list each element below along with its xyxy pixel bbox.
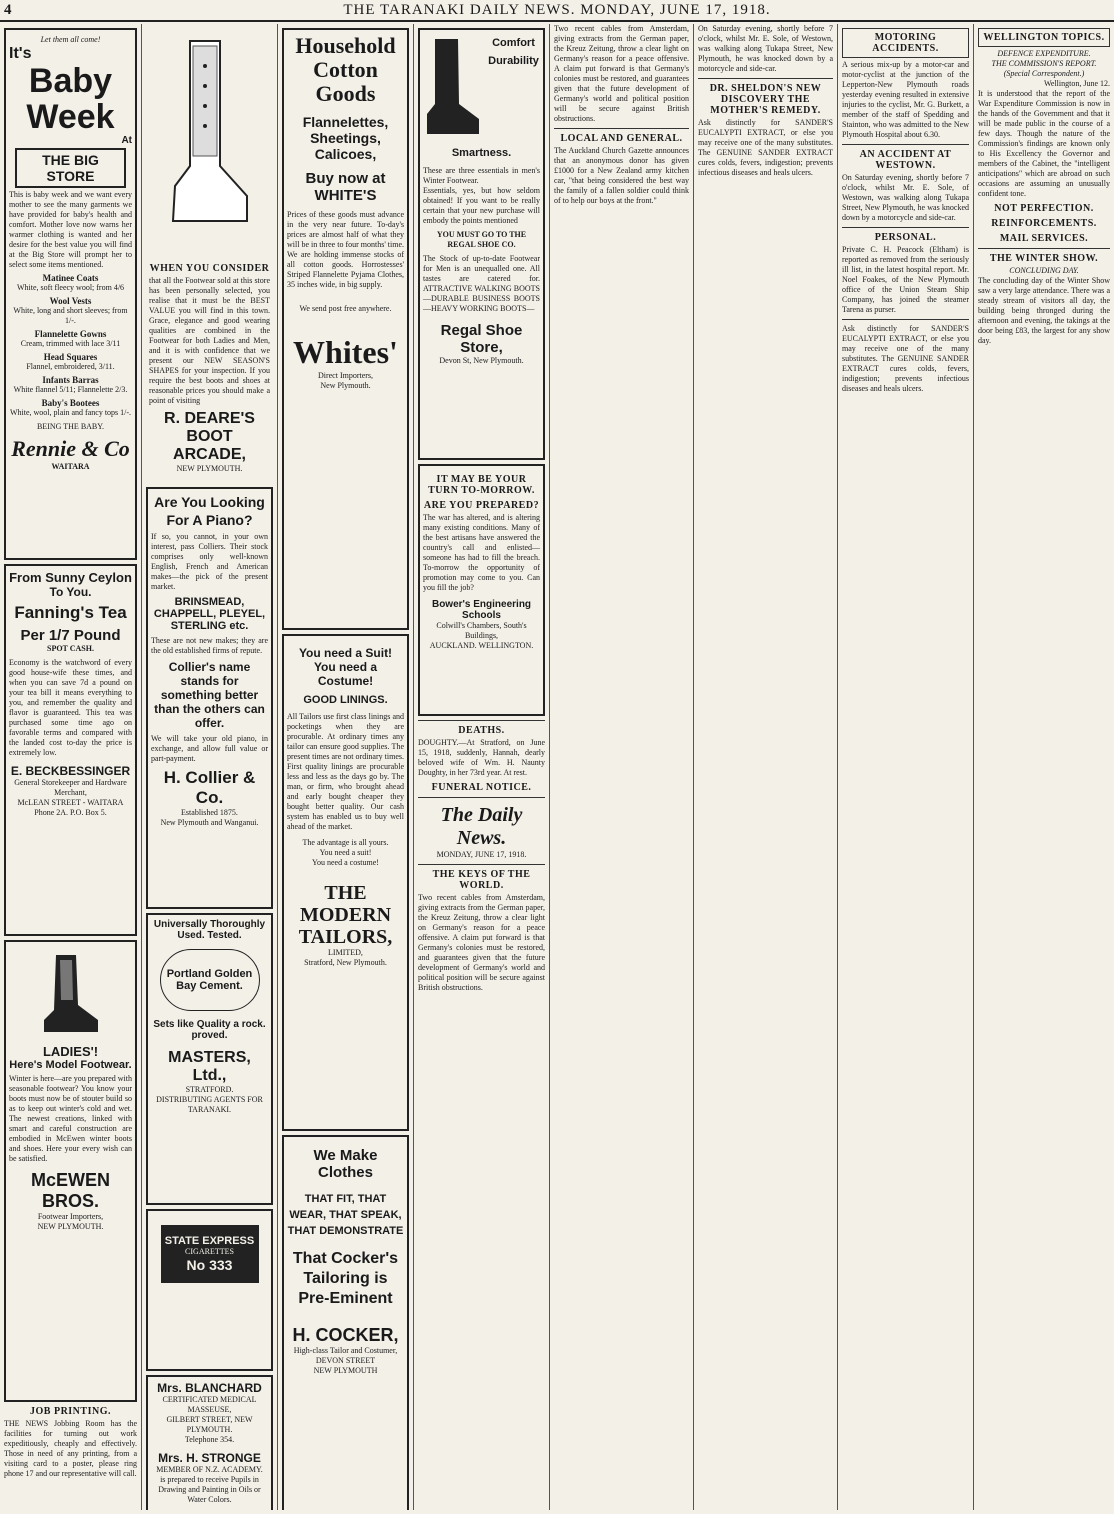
printing-body: THE NEWS Jobbing Room has the facilities for turning out work expeditiously, cheaply and effectively. Those in need of any printing, from a visiting card to a poster, please ring phone 17 and our representative will call.	[4, 1419, 137, 1478]
wellington-date: Wellington, June 12.	[1043, 79, 1110, 88]
item-title: Baby's Bootees	[41, 398, 100, 408]
ad-body: We will take your old piano, in exchange, and allow full value or part-payment.	[151, 734, 268, 763]
deare-boot-arcade-ad	[146, 255, 273, 483]
ad-line: DISTRIBUTING AGENTS FOR TARANAKI.	[156, 1095, 263, 1114]
ad-line: LIMITED,	[328, 948, 363, 957]
ad-line: Here's Model Footwear.	[9, 1059, 132, 1071]
ad-line: GILBERT STREET, NEW PLYMOUTH.	[166, 1415, 253, 1434]
ad-body: All Tailors use first class linings and pocketings when they are procurable. At ordinary times any tailor can ensure good supplies. The present times are not ordinary times. First quality linings are procurable less and less as the days go by. The man, or firm, who brought ahead and early bought cheaper they bought better quality. Our cash system has enabled us to buy well ahead of the market.	[287, 712, 404, 831]
ladies-boot-icon	[165, 36, 255, 236]
collier-piano-ad	[146, 487, 273, 909]
ad-line: Flannelettes, Sheetings, Calicoes,	[302, 114, 389, 162]
ad-headline: We Make Clothes	[313, 1147, 378, 1181]
ad-line: CERTIFICATED MEDICAL MASSEUSE,	[162, 1395, 257, 1414]
editorial-body: Two recent cables from Amsterdam, giving extracts from the German paper, the Kreuz Zeitung, throw a clear light on Germany's reason for a peace offensive. A claim put forward is that Germany's colonies must be restored, and guarantees given that the future development of Germany's world and political position will be secure against British obstructions.	[418, 893, 545, 992]
item-price: White, soft fleecy wool; from 4/6	[16, 283, 125, 292]
ad-name: McEWEN BROS.	[30, 1170, 110, 1211]
ad-line: Footwear Importers,	[37, 1212, 104, 1221]
ad-line: New Plymouth.	[320, 381, 371, 390]
winter-show-heading: THE WINTER SHOW.	[989, 253, 1099, 264]
ad-line: NEW PLYMOUTH	[313, 1366, 378, 1375]
perfection-heading: NOT PERFECTION.	[994, 203, 1094, 214]
personal-body: Private C. H. Peacock (Eltham) is reported as removed from the seriously ill list, in the latest hospital report. Mr. Noel Foakes, of the New Plymouth office of the Union Steam Ship Company, has joined the steamer Tarena as purser.	[842, 245, 969, 314]
ad-headline: WHEN YOU CONSIDER	[149, 263, 270, 274]
ad-headline: LADIES'!	[42, 1044, 99, 1059]
column-6	[694, 24, 838, 1510]
wellington-sub: DEFENCE EXPENDITURE.	[997, 49, 1091, 58]
ad-line: NEW PLYMOUTH.	[176, 464, 243, 473]
store-name: THE BIG STORE	[15, 148, 126, 188]
ad-line: It's	[9, 45, 32, 62]
wellington-body: It is understood that the report of the War Expenditure Commission is now in the hands of the Government and that it will be made public in the course of a few days. Though the nature of the Commission's findings are known only to His Excellency the Governor and members of the Cabinet, the "intelligent anticipations" which are abroad on such occasions are assuming an unusually confident tone.	[978, 89, 1110, 198]
blanchard-ad	[146, 1375, 273, 1510]
ladies-footwear-ad	[4, 940, 137, 1402]
ad-line: GOOD LININGS.	[303, 694, 388, 706]
ad-headline: That Cocker's Tailoring is Pre-Eminent	[292, 1250, 399, 1307]
item-title: Wool Vests	[49, 296, 92, 306]
brand-logo: Rennie & Co	[11, 436, 130, 461]
ad-line: SPOT CASH.	[47, 644, 94, 653]
column-7	[838, 24, 974, 1510]
motoring-body: A serious mix-up by a motor-car and motor-cyclist at the junction of the Lepperton-New Plymouth roads yesterday evening resulted in extensive injuries to the cyclist, Mr. G. Burkett, a member of the staff of Spedding and Stainton, who was admitted to the New Plymouth Hospital about 6.30.	[842, 60, 969, 139]
ad-line: The advantage is all yours.	[302, 838, 389, 847]
wellington-sub: THE COMMISSION'S REPORT.	[991, 59, 1097, 68]
ad-line: We send post free anywhere.	[299, 304, 392, 313]
ad-line: THAT FIT, THAT WEAR, THAT SPEAK, THAT DEMONSTRATE	[287, 1193, 404, 1237]
ad-price: Per 1/7 Pound	[20, 627, 121, 644]
ad-name: E. BECKBESSINGER	[10, 764, 131, 778]
ad-line: Stratford, New Plymouth.	[304, 958, 387, 967]
motoring-heading: MOTORING ACCIDENTS.	[842, 28, 969, 58]
column-5	[550, 24, 694, 1510]
ad-body: The Stock of up-to-date Footwear for Men is an unequalled one. All tastes are catered for. ATTRACTIVE WALKING BOOTS—DURABLE BUSINESS BOOTS—HEAVY WORKING BOOTS—	[423, 254, 540, 313]
ad-name: Mrs. H. STRONGE	[158, 1451, 261, 1465]
cigarette-number: No 333	[186, 1257, 233, 1273]
ad-name: H. COCKER,	[292, 1325, 399, 1345]
item-price: White, long and short sleeves; from 1/-.	[13, 306, 128, 325]
ad-headline: Buy now at WHITE'S	[305, 170, 386, 204]
ad-line: You need a costume!	[312, 858, 379, 867]
ad-headline: Baby	[28, 62, 113, 100]
ad-line: Direct Importers,	[317, 371, 374, 380]
column-4	[414, 24, 550, 1510]
ad-name: H. Collier & Co.	[163, 768, 256, 807]
ad-body: If so, you cannot, in your own interest, pass Colliers. Their stock comprises only well-known English, French and American makes—the pick of the present market.	[151, 532, 268, 591]
westown-heading: AN ACCIDENT AT WESTOWN.	[859, 149, 952, 171]
ad-line: NEW PLYMOUTH.	[37, 1222, 104, 1231]
wellington-sub: (Special Correspondent.)	[1003, 69, 1085, 78]
cocker-tailor-ad	[282, 1135, 409, 1510]
ad-line: Telephone 354.	[184, 1435, 235, 1444]
ad-line: To You.	[49, 585, 92, 599]
paper-nameplate: The Daily News.	[440, 804, 523, 849]
ad-body: The war has altered, and is altering many existing conditions. Many of the best artisans have answered the country's call and enlisted—someone has had to fill the breach. To-morrow the opportunity of promotion may come to you. Can you fill the job?	[423, 513, 540, 592]
ad-line: MEMBER OF N.Z. ACADEMY.	[156, 1465, 263, 1474]
cigarette-sub: CIGARETTES	[185, 1247, 234, 1256]
item-price: White, wool, plain and fancy tops 1/-.	[9, 408, 132, 417]
item-title: Infants Barras	[42, 375, 99, 385]
state-express-ad	[146, 1209, 273, 1371]
masthead-title: THE TARANAKI DAILY NEWS. MONDAY, JUNE 17, 1918.	[343, 2, 771, 18]
deaths-heading: DEATHS.	[458, 725, 505, 736]
ad-headline: Are You Looking For A Piano?	[154, 494, 265, 528]
ad-headline: Fanning's Tea	[14, 603, 127, 622]
column-3	[278, 24, 414, 1510]
ad-headline: IT MAY BE YOUR TURN TO-MORROW.	[428, 474, 535, 496]
news-body: On Saturday evening, shortly before 7 o'clock, whilst Mr. E. Sole, of Westown, was walking along Tukapa Street, New Plymouth, he was knocked down by a motorcycle and side-car.	[698, 24, 833, 73]
ad-line: Sets like Quality a rock. proved.	[153, 1019, 266, 1041]
cement-seal: Portland Golden Bay Cement.	[160, 949, 260, 1011]
ad-headline: From Sunny Ceylon	[9, 570, 132, 585]
brand-place: WAITARA	[51, 462, 90, 471]
ad-body: Essentials, yes, but how seldom obtained! If you want to be really certain that your new purchase will embody the points mentioned	[423, 186, 540, 225]
ad-headline: ARE YOU PREPARED?	[423, 500, 540, 511]
sanders-extract: Ask distinctly for SANDER'S EUCALYPTI EXTRACT, or else you may receive one of the many substitutes. The GENUINE SANDER EXTRACT cures colds, fevers, indigestion; prevents infectious diseases and heals ulcers.	[842, 324, 969, 393]
paper-date: MONDAY, JUNE 17, 1918.	[436, 850, 527, 859]
winter-show-body: The concluding day of the Winter Show saw a very large attendance. There was a steady stream of visitors all day, the building being thronged during the afternoon and evening, the takings at the door being £83, the largest for any show day.	[978, 276, 1110, 345]
mail-heading: MAIL SERVICES.	[999, 233, 1089, 244]
cigarette-brand: STATE EXPRESS	[164, 1235, 255, 1247]
winter-show-sub: CONCLUDING DAY.	[1009, 266, 1079, 275]
mens-boot-icon	[423, 34, 483, 144]
whites-ad	[282, 28, 409, 630]
printing-heading: JOB PRINTING.	[30, 1406, 111, 1417]
ad-line: High-class Tailor and Costumer,	[293, 1346, 398, 1355]
ad-line: General Storekeeper and Hardware Merchant,	[14, 778, 127, 797]
ad-headline: Collier's name stands for something better than the others can offer.	[154, 660, 265, 730]
ad-line: Universally Thoroughly Used. Tested.	[153, 919, 266, 941]
sanders-ad: Ask distinctly for SANDER'S EUCALYPTI EXTRACT, or else you may receive one of the many substitutes. The GENUINE SANDER EXTRACT cures colds, fevers, indigestion; prevents infectious diseases and heals ulcers.	[698, 118, 833, 177]
bower-engineering-ad	[418, 464, 545, 716]
ad-footer: BEING THE BABY.	[36, 422, 105, 431]
editorial-heading: THE KEYS OF THE WORLD.	[432, 869, 531, 891]
modern-tailors-ad	[282, 634, 409, 1131]
page-number: 4	[4, 2, 12, 18]
deaths-notice: DOUGHTY.—At Stratford, on June 15, 1918, suddenly, Hannah, dearly beloved wife of Wm. H. Naunty Doughty, in her 73rd year. At rest.	[418, 738, 545, 777]
regal-shoe-ad	[418, 28, 545, 460]
ad-line: DEVON STREET	[315, 1356, 376, 1365]
column-1	[0, 24, 142, 1510]
ad-line: At	[121, 135, 132, 146]
ad-tag: Let them all come!	[40, 35, 101, 44]
ad-line: Established 1875.	[181, 808, 238, 817]
cement-ad	[146, 913, 273, 1205]
sheldon-heading: DR. SHELDON'S NEW DISCOVERY THE MOTHER'S REMEDY.	[709, 83, 822, 116]
ad-headline: Week	[26, 98, 115, 136]
item-price: Cream, trimmed with lace 3/11	[20, 339, 121, 348]
ad-line: McLEAN STREET - WAITARA	[17, 798, 124, 807]
ad-line: STRATFORD.	[185, 1085, 234, 1094]
ad-headline: You need a Suit!	[298, 646, 393, 660]
ad-body: Prices of these goods must advance in the very near future. To-day's prices are almost half of what they will be in three to four months' time. We are holding immense stocks of all cotton goods. Horrostesses' Striped Flannelette Pyjama Clothes, 35 inches wide, in big supply.	[287, 210, 404, 289]
westown-body: On Saturday evening, shortly before 7 o'clock, whilst Mr. E. Sole, of Westown, was walking along Tukapa Street, New Plymouth, he was knocked down by a motorcycle and side-car.	[842, 173, 969, 222]
ad-body: These are not new makes; they are the old established firms of repute.	[151, 636, 268, 655]
ad-line: You need a suit!	[319, 848, 372, 857]
ad-headline: Household Cotton Goods	[295, 33, 396, 106]
ad-name: R. DEARE'S BOOT ARCADE,	[164, 410, 255, 463]
ad-body: that all the Footwear sold at this store has been personally selected, you realise that it must be the BEST VALUE you will find in this town. Grace, elegance and good wearing qualities are combined in the Footwear for both Ladies and Men, and it is with confidence that we present our NEW SEASON'S SHAPES for your inspection. If you require the best boots and shoes at reasonable prices you should make a point of visiting	[149, 276, 270, 405]
wellington-heading: WELLINGTON TOPICS.	[978, 28, 1110, 47]
item-price: Flannel, embroidered, 3/11.	[26, 362, 115, 371]
ad-line: Colwill's Chambers, South's Buildings,	[436, 621, 527, 640]
ad-name: THE MODERN TAILORS,	[298, 882, 393, 948]
ad-body: Winter is here—are you prepared with seasonable footwear? You know your boots must now be of stouter build so as to keep out winter's cold and wet. The newest creations, linked with smart and careful construction are embodied in McEwen winter boots and shoes. Here your every wish can be satisfied.	[9, 1074, 132, 1163]
ad-name: MASTERS, Ltd.,	[168, 1049, 251, 1084]
ad-name: Mrs. BLANCHARD	[157, 1381, 262, 1395]
local-general-body: The Auckland Church Gazette announces that an anonymous donor has given £1000 for a New Zealand army kitchen car, "that being considered the best way the family of a fallen soldier could think of to help our boys at the front."	[554, 146, 689, 205]
ad-line: These are three essentials in men's Winter Footwear.	[423, 166, 540, 185]
ad-headline: Comfort Durability Smartness.	[451, 37, 539, 159]
ad-name: Bower's Engineering Schools	[431, 599, 532, 621]
boot-ad-illustration	[146, 28, 273, 251]
ad-name: Whites'	[293, 334, 398, 370]
personal-heading: PERSONAL.	[874, 232, 937, 243]
ad-headline: You need a Costume!	[313, 660, 378, 688]
editorial-continued: Two recent cables from Amsterdam, giving extracts from the German paper, the Kreuz Zeitung, throw a clear light on Germany's reason for a peace offensive. A claim put forward is that Germany's colonies must be restored, and guarantees given that the future development of Germany's world and political position will be secure against British obstructions.	[554, 24, 689, 123]
ad-name: Regal Shoe Store,	[440, 322, 523, 356]
item-title: Flannelette Gowns	[34, 329, 107, 339]
column-8	[974, 24, 1114, 1510]
funeral-heading: FUNERAL NOTICE.	[431, 782, 532, 793]
ad-line: Devon St, New Plymouth.	[439, 356, 524, 365]
column-2	[142, 24, 278, 1510]
item-price: White flannel 5/11; Flannelette 2/3.	[13, 385, 128, 394]
reinforcements-heading: REINFORCEMENTS.	[991, 218, 1097, 229]
ad-line: AUCKLAND. WELLINGTON.	[429, 641, 534, 650]
item-title: Matinee Coats	[42, 273, 99, 283]
ad-line: New Plymouth and Wanganui.	[160, 818, 259, 827]
ad-line: Phone 2A. P.O. Box 5.	[34, 808, 107, 817]
masthead	[0, 0, 1114, 22]
ad-line: is prepared to receive Pupils in Drawing and Painting in Oils or Water Colors.	[158, 1475, 261, 1504]
ad-line: YOU MUST GO TO THE REGAL SHOE CO.	[436, 230, 527, 249]
boot-illustration	[36, 950, 106, 1040]
ceylon-tea-ad	[4, 564, 137, 936]
ad-body: This is baby week and we want every mother to see the many garments we have provided for baby's health and comfort. Mother love now warns her warmer clothing is wanted and her desire for the best value you will find at the Big Store will prompt her to select some items mentioned.	[9, 190, 132, 269]
ad-brands: BRINSMEAD, CHAPPELL, PLEYEL, STERLING etc.	[153, 596, 266, 632]
baby-week-ad	[4, 28, 137, 560]
item-title: Head Squares	[43, 352, 98, 362]
local-general-heading: LOCAL AND GENERAL.	[560, 133, 683, 144]
ad-body: Economy is the watchword of every good house-wife these times, and when you can save 7d a pound on your tea bill it means everything to you, and remember the quality and flavor is guaranteed. This tea was purchased some time ago on favorable terms and compared with the landed cost to-day the price is extremely low.	[9, 658, 132, 757]
